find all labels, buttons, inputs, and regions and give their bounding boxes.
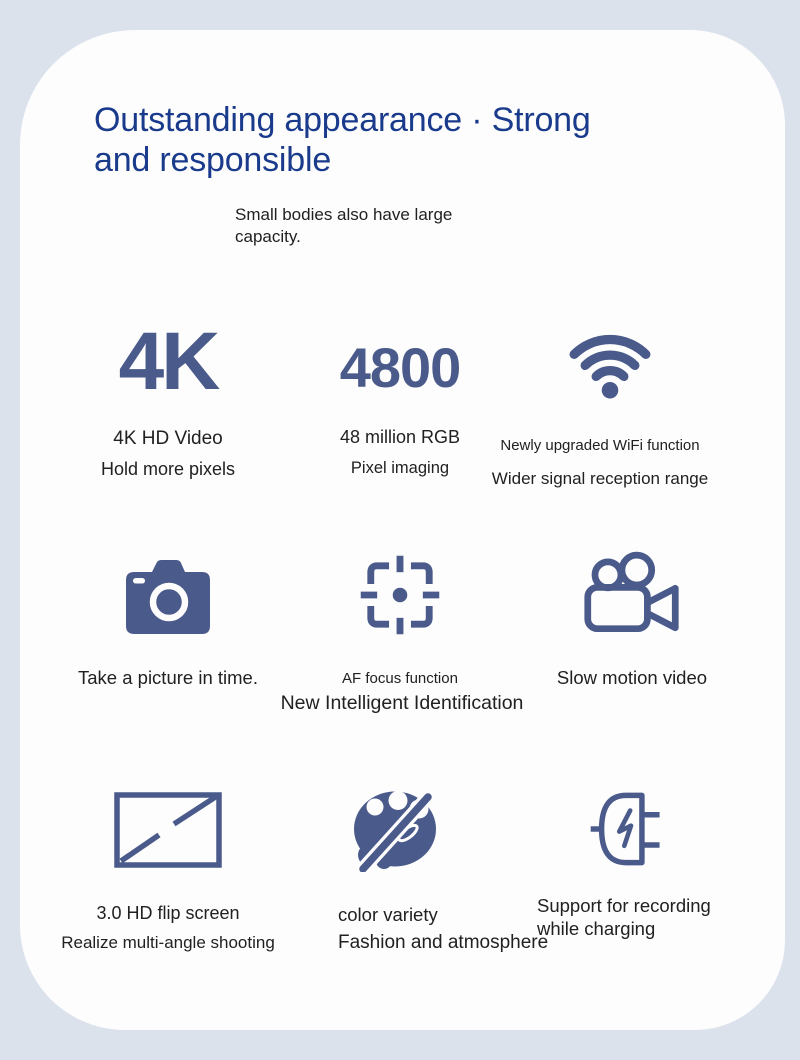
palette-icon (348, 786, 452, 877)
subtitle: Small bodies also have large capacity. (235, 205, 453, 246)
feature-color-variety (338, 786, 558, 954)
feature-caption: color variety (338, 904, 438, 925)
4k-stat: 4K (118, 316, 218, 407)
feature-flip-screen (50, 792, 286, 954)
feature-caption: Pixel imaging (350, 459, 450, 477)
video-camera-icon (582, 551, 682, 646)
feature-caption: Fashion and atmosphere (338, 932, 549, 953)
feature-caption: Wider signal reception range (491, 469, 709, 488)
feature-caption: Take a picture in time. (78, 667, 258, 688)
feature-caption: 3.0 HD flip screen (96, 903, 240, 923)
title-line-2: and responsible (94, 141, 332, 179)
page-title (94, 100, 674, 180)
feature-card (20, 30, 785, 1030)
feature-caption: AF focus function (342, 670, 458, 687)
feature-caption: 48 million RGB (339, 427, 461, 447)
4800-stat: 4800 (339, 336, 461, 399)
flip-screen-icon (114, 792, 222, 873)
feature-slow-motion (516, 551, 748, 689)
title-line-1: Outstanding appearance · Strong (94, 101, 591, 139)
af-focus-frame-icon (358, 553, 442, 642)
camera-icon (122, 554, 214, 643)
feature-caption: Newly upgraded WiFi function (500, 437, 700, 454)
feature-caption: Hold more pixels (100, 459, 236, 479)
feature-caption: Support for recording while charging (537, 895, 711, 939)
charging-plug-icon (585, 787, 677, 876)
feature-caption: Realize multi-angle shooting (61, 933, 275, 952)
feature-wifi (480, 324, 720, 490)
feature-charging (537, 787, 747, 940)
feature-af-focus (284, 553, 516, 690)
feature-photo (50, 554, 286, 689)
intelligent-identification-caption: New Intelligent Identification (280, 692, 524, 714)
feature-caption: 4K HD Video (113, 428, 223, 449)
wifi-icon (560, 324, 660, 405)
feature-4k-video (50, 316, 286, 480)
feature-caption: Slow motion video (556, 667, 708, 688)
